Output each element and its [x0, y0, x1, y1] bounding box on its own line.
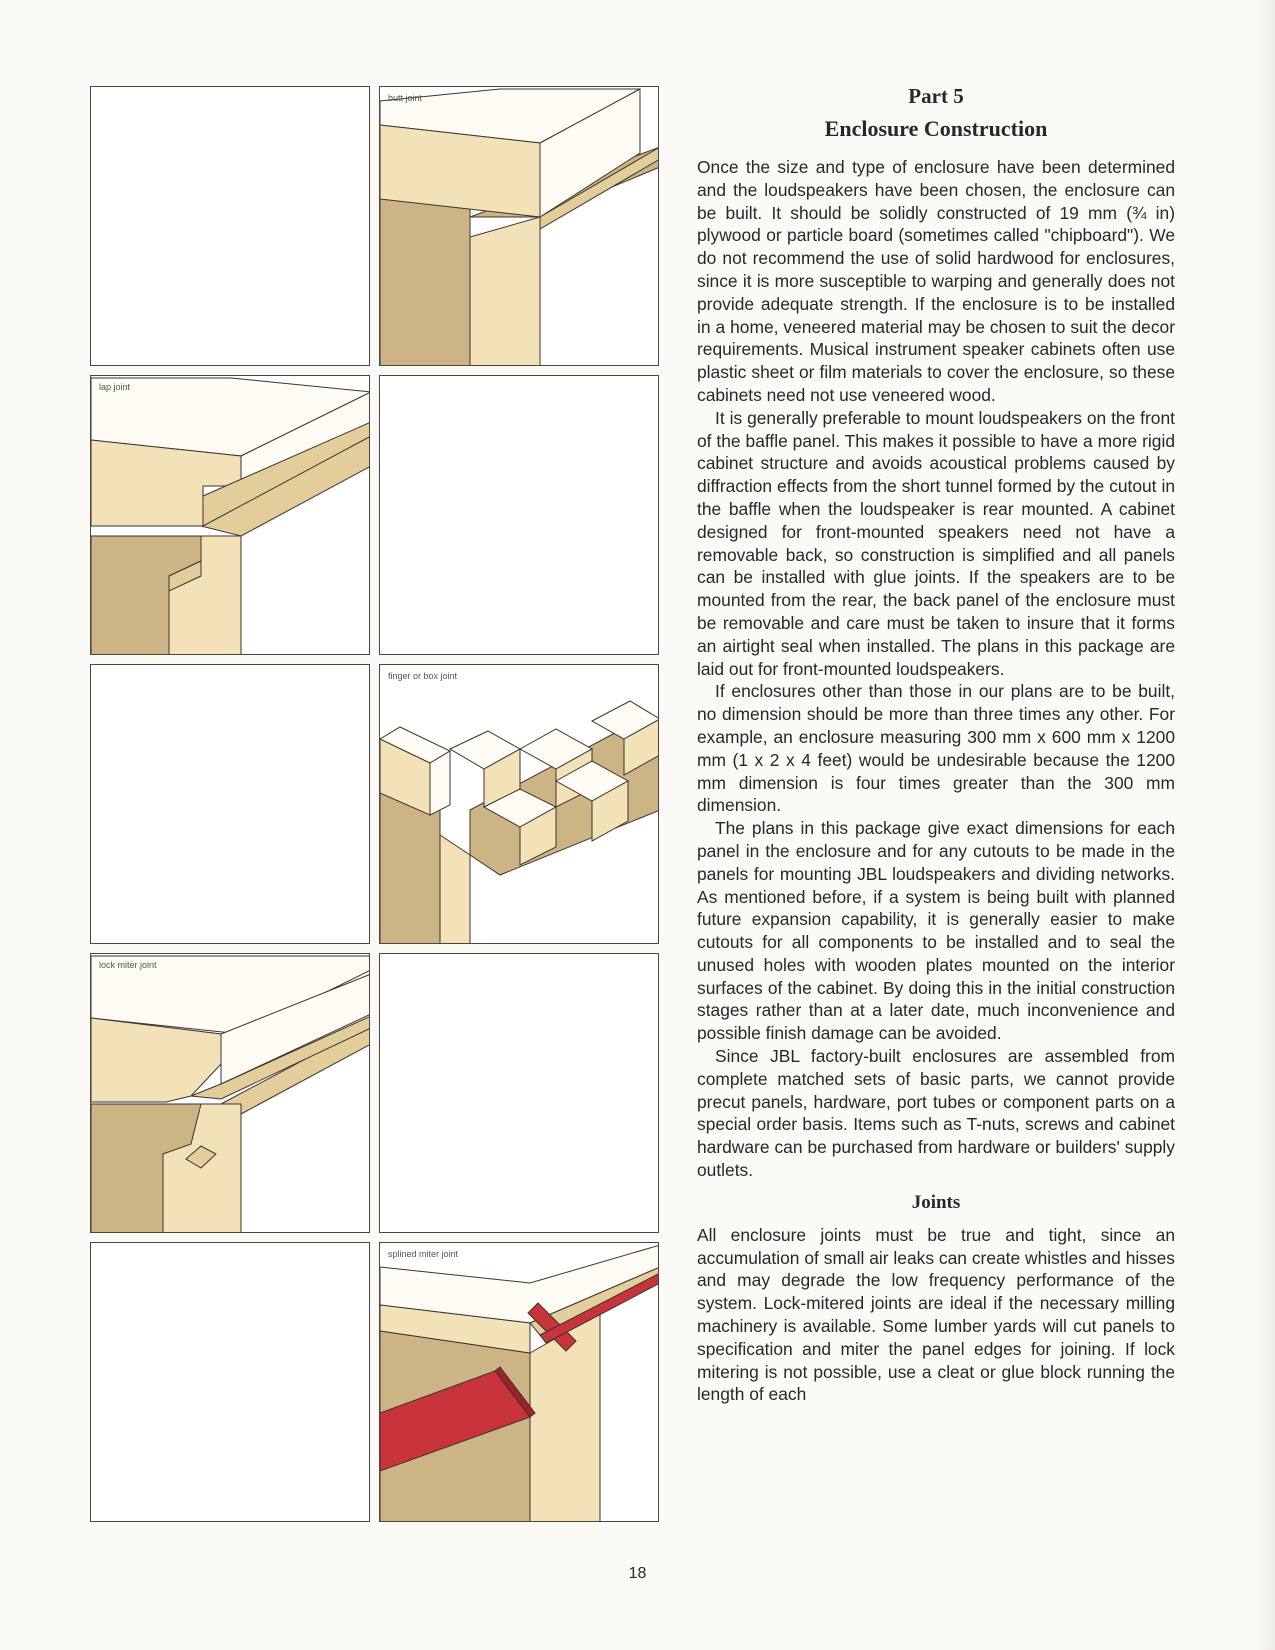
- part-label: Part 5: [908, 84, 964, 108]
- blank-figure-panel-1: [90, 86, 370, 366]
- butt-joint-figure: [379, 86, 659, 366]
- butt-joint-illustration: [380, 87, 659, 366]
- paragraph: Since JBL factory-built enclosures are assembled from complete matched sets of basic parts, we cannot provide precut panels, hardware, port tubes or component parts on a special order basis. Items such as T-nuts, screws and cabinet hardware can be purchased from hardware or builders' supply outlets.: [697, 1046, 1175, 1181]
- blank-figure-panel-3: [90, 664, 370, 944]
- lap-joint-figure: [90, 375, 370, 655]
- figure-caption: lock miter joint: [99, 960, 157, 970]
- paragraph: Once the size and type of enclosure have been determined and the loudspeakers have been chosen, the enclosure can be built. It should be solidly constructed of 19 mm (¾ in) plywood or particle board (sometimes called "chipboard"). We do not recommend the use of solid hardwood for enclosures, since it is more susceptible to warping and generally does not provide adequate strength. If the enclosure is to be installed in a home, veneered material may be chosen to suit the decor requirements. Musical instrument speaker cabinets often use plastic sheet or film materials to cover the enclosure, so these cabinets need not use veneered wood.: [697, 157, 1175, 405]
- figure-caption: splined miter joint: [388, 1249, 459, 1259]
- section-title: Enclosure Construction: [824, 116, 1048, 141]
- splined-miter-joint-figure: [379, 1242, 659, 1522]
- lap-joint-illustration: [91, 376, 370, 655]
- article-column: [697, 82, 1175, 1406]
- figure-caption: finger or box joint: [388, 671, 458, 681]
- blank-figure-panel-2: [379, 375, 659, 655]
- paragraph: It is generally preferable to mount loudspeakers on the front of the baffle panel. This makes it possible to have a more rigid cabinet structure and avoids acoustical problems caused by diffraction effects from the short tunnel formed by the cutout in the baffle when the loudspeaker is rear mounted. A cabinet designed for front-mounted speakers need not have a removable back, so construction is simplified and all panels can be installed with glue joints. If the speakers are to be mounted from the rear, the back panel of the enclosure must be removable and care must be taken to insure that it forms an airtight seal when installed. The plans in this package are laid out for front-mounted loudspeakers.: [697, 407, 1175, 679]
- blank-figure-panel-4: [379, 953, 659, 1233]
- page-number: 18: [628, 1565, 647, 1582]
- lock-miter-joint-illustration: [91, 954, 370, 1233]
- figure-caption: butt joint: [388, 93, 423, 103]
- splined-miter-joint-illustration: [380, 1243, 659, 1522]
- paragraph: If enclosures other than those in our plans are to be built, no dimension should be more than three times any other. For example, an enclosure measuring 300 mm x 600 mm x 1200 mm (1 x 2 x 4 feet) would be undesirable because the 1200 mm dimension is four times greater than the 300 mm dimension.: [697, 681, 1175, 816]
- page-edge-shading: [1257, 0, 1275, 1650]
- joints-heading: Joints: [911, 1191, 961, 1213]
- paragraph: The plans in this package give exact dimensions for each panel in the enclosure and for any cutouts to be made in the panels for mounting JBL loudspeakers and dividing networks. As mentioned before, if a system is being built with planned future expansion capability, it is generally easier to make cutouts for all components to be installed and to seal the unused holes with wooden plates mounted on the interior surfaces of the cabinet. By doing this in the initial construction stages rather than at a later date, much inconvenience and possible finish damage can be avoided.: [697, 818, 1175, 1044]
- lock-miter-joint-figure: [90, 953, 370, 1233]
- finger-joint-illustration: [380, 665, 659, 944]
- joints-paragraph: All enclosure joints must be true and tight, since an accumulation of small air leaks can create whistles and hisses and may degrade the low frequency performance of the system. Lock-mitered joints are ideal if the necessary milling machinery is available. Some lumber yards will cut panels to specification and miter the panel edges for joining. If lock mitering is not possible, use a cleat or glue block running the length of each: [697, 1224, 1175, 1405]
- figure-caption: lap joint: [99, 382, 131, 392]
- finger-joint-figure: [379, 664, 659, 944]
- blank-figure-panel-5: [90, 1242, 370, 1522]
